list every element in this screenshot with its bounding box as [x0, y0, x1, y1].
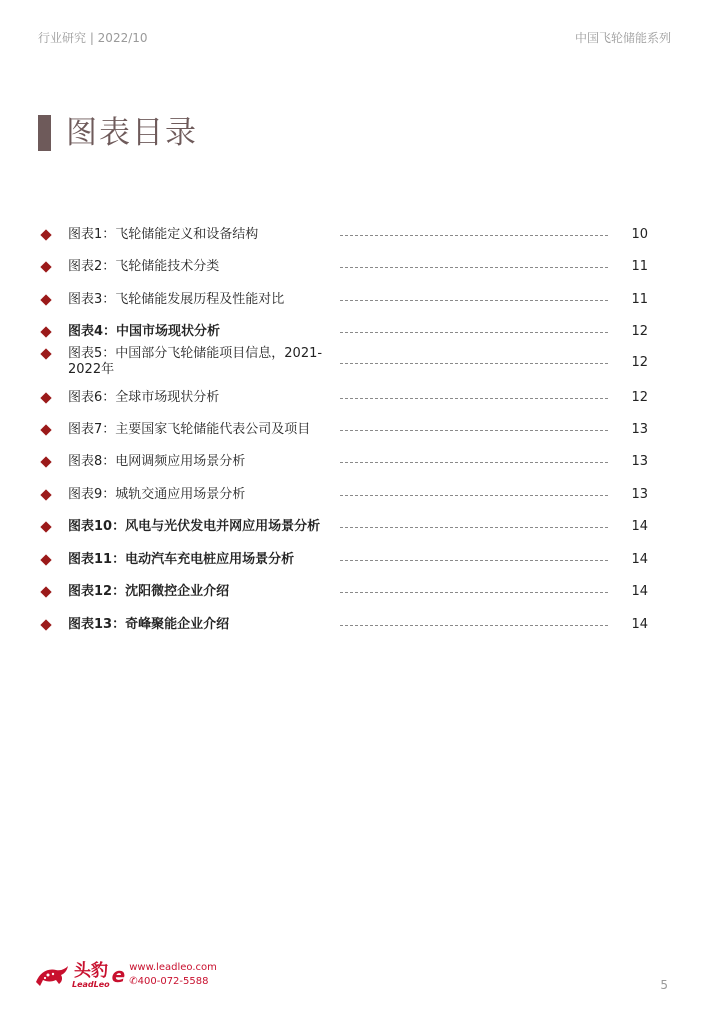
toc-page-number: 13 — [631, 422, 648, 437]
diamond-bullet-icon — [40, 424, 51, 435]
toc-row[interactable] — [0, 254, 709, 284]
header-right: 中国飞轮储能系列 — [574, 31, 671, 45]
toc-label: 图表10：风电与光伏发电并网应用场景分析 — [68, 519, 321, 534]
diamond-bullet-icon — [40, 619, 51, 630]
page-number: 5 — [660, 978, 668, 992]
toc-label: 图表8：电网调频应用场景分析 — [68, 454, 246, 469]
toc-row[interactable] — [0, 514, 709, 544]
diamond-bullet-icon — [40, 229, 51, 240]
diamond-bullet-icon — [40, 392, 51, 403]
logo-english-name: LeadLeo — [72, 979, 110, 989]
toc-label: 图表11：电动汽车充电桩应用场景分析 — [68, 552, 295, 567]
toc-page-number: 13 — [631, 487, 648, 502]
dot-leader — [340, 332, 608, 333]
dot-leader — [340, 363, 608, 364]
dot-leader — [340, 527, 608, 528]
toc-page-number: 11 — [631, 259, 648, 274]
diamond-bullet-icon — [40, 489, 51, 500]
toc-page-number: 13 — [631, 454, 648, 469]
dot-leader — [340, 560, 608, 561]
toc-page-number: 14 — [631, 584, 648, 599]
logo-chinese-name: 头豹 — [74, 960, 108, 981]
toc-label: 图表3：飞轮储能发展历程及性能对比 — [68, 292, 285, 307]
toc-label: 图表6：全球市场现状分析 — [68, 390, 220, 405]
dot-leader — [340, 462, 608, 463]
toc-page-number: 11 — [631, 292, 648, 307]
toc-row[interactable] — [0, 346, 709, 376]
toc-label: 图表13：奇峰聚能企业介绍 — [68, 617, 230, 632]
toc-page-number: 10 — [631, 227, 648, 242]
footer-phone: 400-072-5588 — [137, 976, 209, 987]
toc-row[interactable] — [0, 417, 709, 447]
diamond-bullet-icon — [40, 554, 51, 565]
toc-row[interactable] — [0, 547, 709, 577]
toc-label: 图表1：飞轮储能定义和设备结构 — [68, 227, 259, 242]
toc-label: 图表5：中国部分飞轮储能项目信息，2021-2022年 — [68, 346, 323, 377]
dot-leader — [340, 495, 608, 496]
title-bar-decoration — [38, 115, 51, 151]
dot-leader — [340, 430, 608, 431]
toc-row[interactable] — [0, 319, 709, 349]
toc-row[interactable] — [0, 287, 709, 317]
toc-row[interactable] — [0, 482, 709, 512]
diamond-bullet-icon — [40, 326, 51, 337]
diamond-bullet-icon — [40, 294, 51, 305]
dot-leader — [340, 398, 608, 399]
toc-page-number: 12 — [631, 355, 648, 370]
dot-leader — [340, 300, 608, 301]
dot-leader — [340, 625, 608, 626]
toc-page-number: 12 — [631, 390, 648, 405]
toc-page-number: 14 — [631, 519, 648, 534]
footer-website[interactable]: www.leadleo.com — [129, 962, 217, 973]
toc-label: 图表12：沈阳微控企业介绍 — [68, 584, 230, 599]
phone-icon: ✆ — [129, 976, 138, 987]
page-title-text: 图表目录 — [66, 115, 198, 151]
dot-leader — [340, 267, 608, 268]
diamond-bullet-icon — [40, 348, 51, 359]
page-title — [38, 113, 198, 153]
toc-row[interactable] — [0, 579, 709, 609]
diamond-bullet-icon — [40, 521, 51, 532]
diamond-bullet-icon — [40, 456, 51, 467]
toc-label: 图表9：城轨交通应用场景分析 — [68, 487, 246, 502]
toc-label: 图表2：飞轮储能技术分类 — [68, 259, 220, 274]
toc-row[interactable] — [0, 222, 709, 252]
footer-phone-row — [129, 975, 217, 989]
toc-row[interactable] — [0, 449, 709, 479]
leopard-logo-icon — [34, 960, 70, 990]
diamond-bullet-icon — [40, 586, 51, 597]
toc-label: 图表7：主要国家飞轮储能代表公司及项目 — [68, 422, 311, 437]
toc-row[interactable] — [0, 385, 709, 415]
footer-logo — [34, 958, 217, 992]
toc-label: 图表4：中国市场现状分析 — [68, 324, 221, 339]
diamond-bullet-icon — [40, 261, 51, 272]
toc-page-number: 14 — [631, 552, 648, 567]
toc-row[interactable] — [0, 612, 709, 642]
toc-page-number: 12 — [631, 324, 648, 339]
header-left: 行业研究 | 2022/10 — [38, 31, 148, 45]
toc-page-number: 14 — [631, 617, 648, 632]
dot-leader — [340, 592, 608, 593]
dot-leader — [340, 235, 608, 236]
logo-e-mark: e — [111, 963, 126, 987]
